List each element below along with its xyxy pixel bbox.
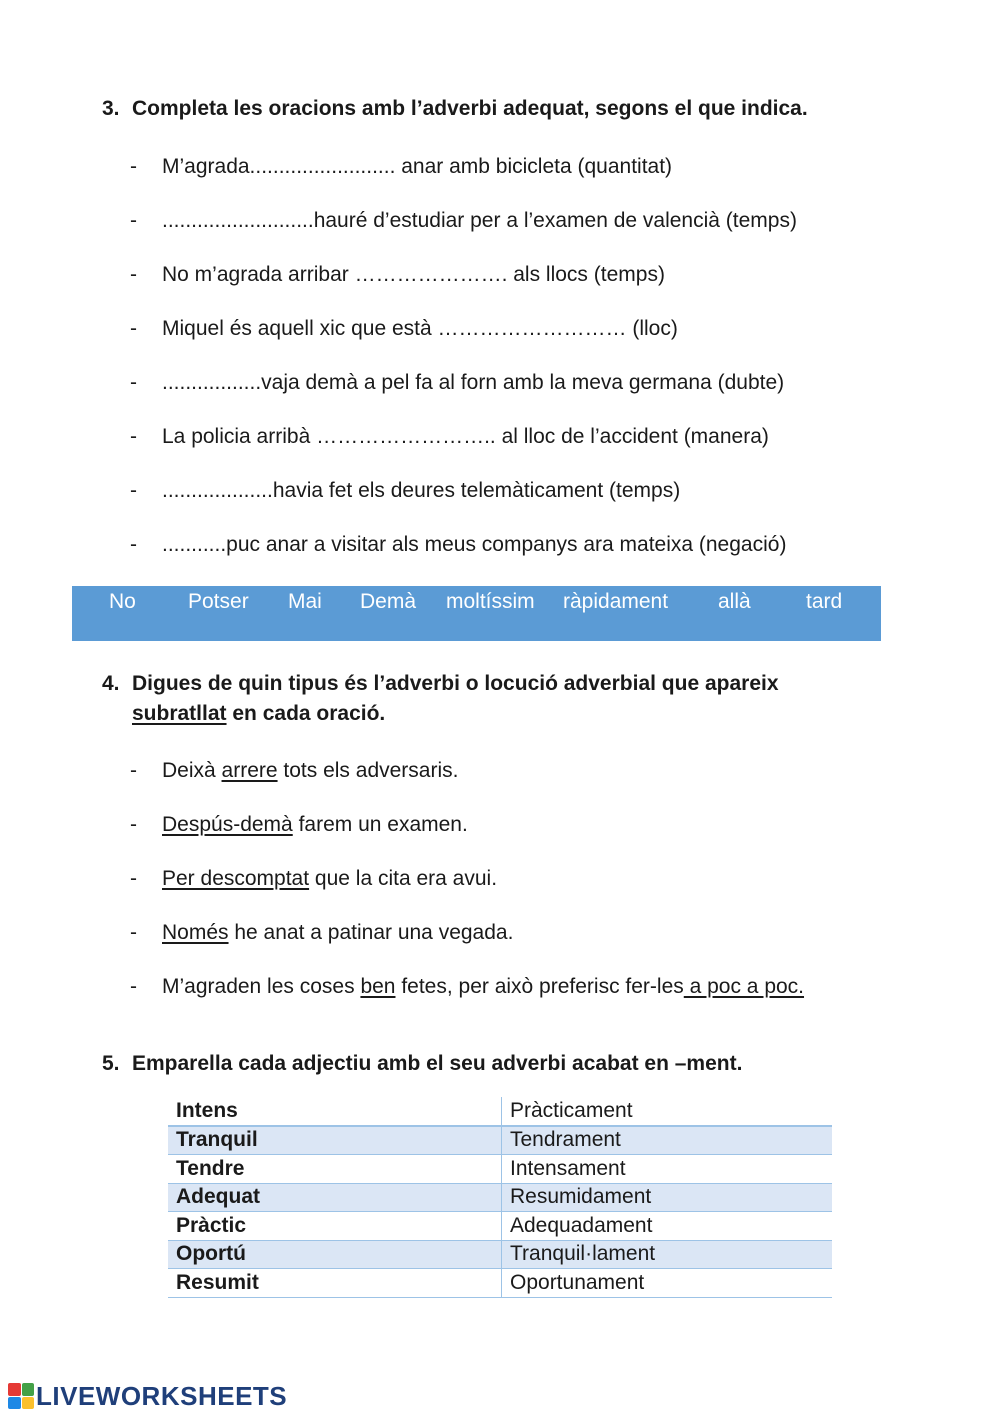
section-5-title: Emparella cada adjectiu amb el seu adverbi acabat en –ment.	[132, 1052, 743, 1075]
logo-text: LIVEWORKSHEETS	[36, 1380, 288, 1411]
section-4-number: 4.	[102, 672, 120, 695]
word-bank-item: Demà	[360, 590, 417, 613]
sentence-part: que la cita era avui.	[309, 867, 498, 890]
adjective-cell: Pràctic	[168, 1212, 502, 1241]
sentence-text	[162, 974, 804, 1000]
list-dash: -	[130, 263, 137, 286]
word-bank-item: moltíssim	[446, 590, 535, 613]
sentence-part: M’agraden les coses	[162, 975, 361, 998]
list-dash: -	[130, 867, 137, 890]
section-5-number: 5.	[102, 1052, 120, 1075]
adjective-cell: Oportú	[168, 1240, 502, 1269]
list-dash: -	[130, 479, 137, 502]
sentence-text: .................vaja demà a pel fa al forn amb la meva germana (dubte)	[162, 371, 785, 394]
table-row	[168, 1183, 832, 1212]
matching-table	[168, 1097, 832, 1298]
word-bank-item: No	[109, 590, 136, 613]
adverb-cell: Adequadament	[502, 1212, 833, 1241]
word-bank-item: Potser	[188, 590, 249, 613]
list-dash: -	[130, 533, 137, 556]
table-row	[168, 1126, 832, 1155]
sentence-text	[162, 866, 497, 892]
list-dash: -	[130, 425, 137, 448]
sentence-text: M’agrada......................... anar amb bicicleta (quantitat)	[162, 155, 673, 178]
list-dash: -	[130, 155, 137, 178]
list-dash: -	[130, 209, 137, 232]
sentence-part: fetes, per això preferisc fer-les	[395, 975, 684, 998]
underlined-adverb: Despús-demà	[162, 813, 293, 836]
sentence-text: ..........................hauré d’estudiar per a l’examen de valencià (temps)	[162, 209, 797, 232]
liveworksheets-logo-icon	[8, 1383, 34, 1409]
list-dash: -	[130, 975, 137, 998]
table-row	[168, 1240, 832, 1269]
underlined-adverb: Per descomptat	[162, 867, 310, 890]
adjective-cell: Adequat	[168, 1183, 502, 1212]
sentence-part: tots els adversaris.	[277, 759, 459, 782]
word-bank	[72, 586, 881, 641]
underlined-adverb: ben	[360, 975, 396, 998]
adjective-cell: Tendre	[168, 1155, 502, 1184]
underlined-adverb: Només	[162, 921, 229, 944]
section-4-title	[132, 669, 892, 729]
underlined-adverb: arrere	[221, 759, 278, 782]
sentence-text: ...........puc anar a visitar als meus companys ara mateixa (negació)	[162, 533, 787, 556]
adverb-cell: Resumidament	[502, 1183, 833, 1212]
sentence-text	[162, 920, 513, 946]
sentence-text: La policia arribà …………………….. al lloc de l’accident (manera)	[162, 425, 769, 448]
list-dash: -	[130, 317, 137, 340]
sentence-text: Miquel és aquell xic que està ……………………… (lloc)	[162, 317, 678, 340]
section-4-heading	[102, 669, 902, 729]
adjective-cell: Intens	[168, 1097, 502, 1126]
sentence-text: No m’agrada arribar …………………. als llocs (temps)	[162, 263, 665, 286]
word-bank-item: Mai	[288, 590, 322, 613]
section-3-number: 3.	[102, 97, 120, 120]
section-5-heading	[102, 1049, 902, 1079]
word-bank-item: allà	[718, 590, 751, 613]
sentence-part: Deixà	[162, 759, 222, 782]
table-row	[168, 1212, 832, 1241]
table-row	[168, 1097, 832, 1126]
word-bank-item: ràpidament	[563, 590, 669, 613]
adverb-cell: Tendrament	[502, 1126, 833, 1155]
list-dash: -	[130, 371, 137, 394]
section-4-title-part: Digues de quin tipus és l’adverbi o locució adverbial que apareix	[132, 672, 779, 695]
list-dash: -	[130, 759, 137, 782]
adverb-cell: Pràcticament	[502, 1097, 833, 1126]
underlined-adverb: a poc a poc.	[683, 975, 805, 998]
sentence-part: he anat a patinar una vegada.	[228, 921, 514, 944]
liveworksheets-logo	[8, 1381, 287, 1411]
adjective-cell: Tranquil	[168, 1126, 502, 1155]
sentence-text: ...................havia fet els deures telemàticament (temps)	[162, 479, 681, 502]
table-row	[168, 1269, 832, 1298]
word-bank-item: tard	[806, 590, 843, 613]
adverb-cell: Oportunament	[502, 1269, 833, 1298]
section-4-title-underlined: subratllat	[132, 702, 227, 725]
list-dash: -	[130, 813, 137, 836]
table-row	[168, 1155, 832, 1184]
section-4-title-part: en cada oració.	[226, 702, 386, 725]
sentence-part: farem un examen.	[292, 813, 468, 836]
section-3-title: Completa les oracions amb l’adverbi adequat, segons el que indica.	[132, 97, 808, 120]
section-3-heading	[102, 94, 902, 124]
sentence-text	[162, 758, 458, 784]
list-dash: -	[130, 921, 137, 944]
adverb-cell: Tranquil·lament	[502, 1240, 833, 1269]
adjective-cell: Resumit	[168, 1269, 502, 1298]
adverb-cell: Intensament	[502, 1155, 833, 1184]
sentence-text	[162, 812, 468, 838]
